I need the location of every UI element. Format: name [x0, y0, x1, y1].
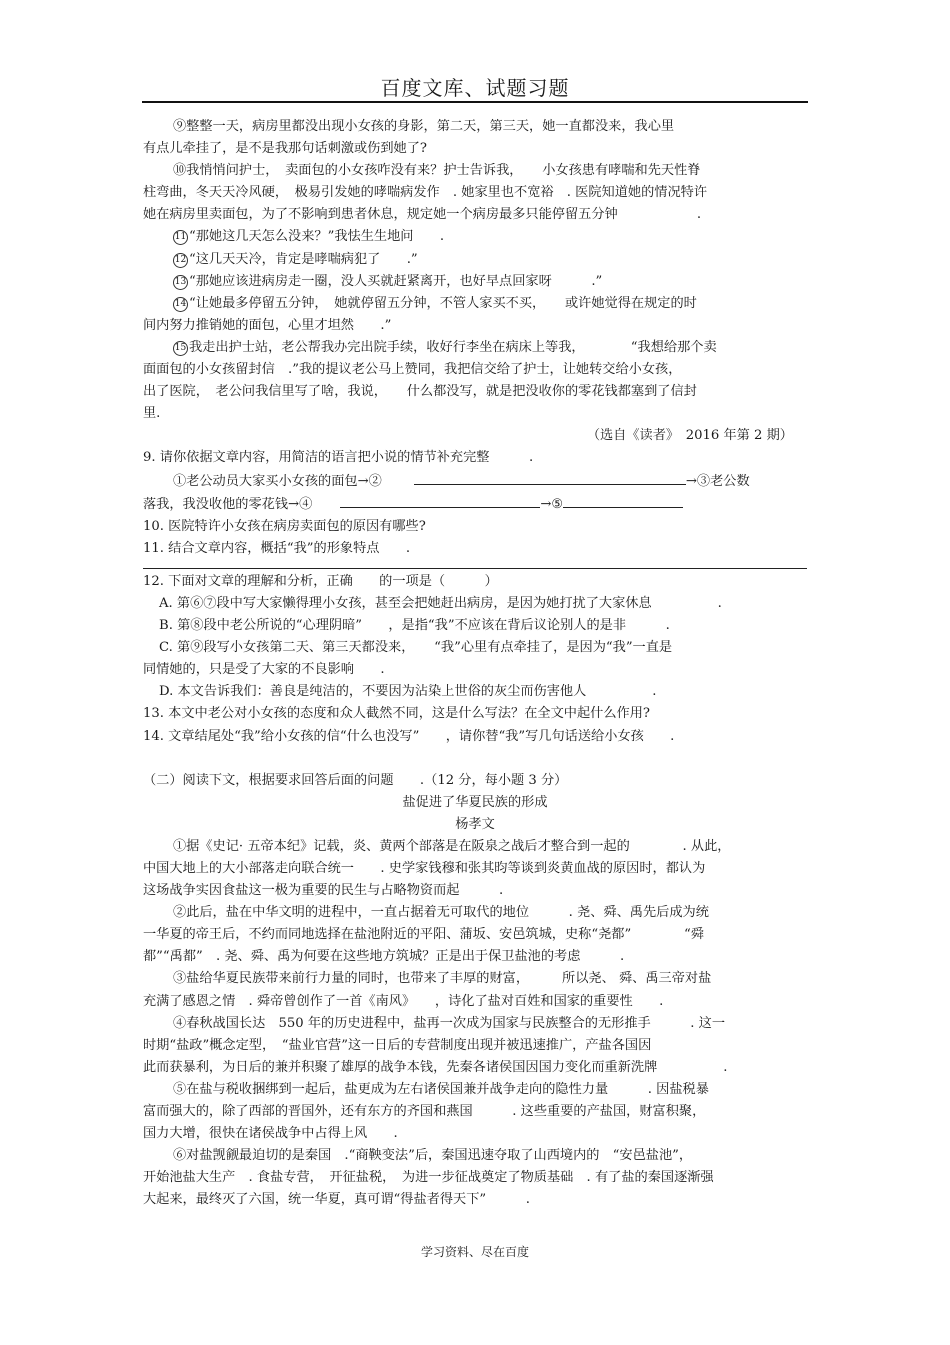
paragraph-number-11: 11 — [173, 230, 188, 245]
story-paragraph-10-line-2: 柱弯曲，冬天天冷风硬， 极易引发她的哮喘病发作 . 她家里也不宽裕 . 医院知道她的情况特许 — [143, 185, 708, 201]
story-paragraph-12: 12 “这几天天冷，肯定是哮喘病犯了 .” — [174, 251, 418, 267]
article-title: 盐促进了华夏民族的形成 — [402, 794, 548, 810]
story-paragraph-15-line-4: 里. — [143, 406, 161, 422]
story-paragraph-14-line-1: 14 “让她最多停留五分钟， 她就停留五分钟，不管人家买不买， 或许她觉得在规定的时 — [174, 295, 697, 311]
option-a: A. 第⑥⑦段中写大家懒得理小女孩，甚至会把她赶出病房，是因为她打扰了大家休息 . — [159, 595, 722, 611]
question-14: 14. 文章结尾处“我”给小女孩的信“什么也没写” ，请你替“我”写几句话送给小女孩 . — [143, 728, 675, 744]
story-paragraph-9-line-2: 有点儿牵挂了，是不是我那句话刺激或伤到她了? — [143, 141, 428, 157]
article-paragraph-4-line-3: 此而获暴利，为日后的兼并积聚了雄厚的战争本钱，先秦各诸侯国因国力变化而重新洗牌 . — [143, 1059, 728, 1075]
story-paragraph-13: 13 “那她应该进病房走一圈，没人买就赶紧离开，也好早点回家呀 .” — [174, 273, 603, 289]
article-paragraph-1-line-1: ①据《史记· 五帝本纪》记载，炎、黄两个部落是在阪泉之战后才整合到一起的 . 从此， — [173, 838, 731, 854]
paragraph-number-13: 13 — [173, 275, 188, 290]
story-paragraph-10-line-1: ⑩我悄悄问护士， 卖面包的小女孩咋没有来？护士告诉我， 小女孩患有哮喘和先天性脊 — [173, 163, 701, 179]
article-paragraph-5-line-1: ⑤在盐与税收捆绑到一起后，盐更成为左右诸侯国兼并战争走向的隐性力量 . 因盐税暴 — [173, 1081, 709, 1097]
article-paragraph-6-line-2: 开始池盐大生产 . 食盐专营， 开征盐税， 为进一步征战奠定了物质基础 . 有了盐的秦国逐渐强 — [143, 1170, 714, 1186]
question-10: 10. 医院特许小女孩在病房卖面包的原因有哪些? — [143, 518, 426, 534]
question-11: 11. 结合文章内容，概括“我”的形象特点 . — [143, 540, 411, 556]
paragraph-number-12: 12 — [173, 253, 188, 268]
article-paragraph-5-line-2: 富而强大的，除了西部的晋国外，还有东方的齐国和燕国 . 这些重要的产盐国，财富积聚， — [143, 1104, 706, 1120]
story-paragraph-15-line-1: 15 我走出护士站，老公帮我办完出院手续，收好行李坐在病床上等我， “我想给那个卖 — [174, 339, 717, 355]
question-13: 13. 本文中老公对小女孩的态度和众人截然不同，这是什么写法？在全文中起什么作用? — [143, 706, 650, 722]
article-paragraph-3-line-1: ③盐给华夏民族带来前行力量的同时，也带来了丰厚的财富， 所以尧、 舜、禹三帝对盐 — [173, 971, 712, 987]
page-header-title: 百度文库、试题习题 — [380, 76, 570, 100]
article-paragraph-6-line-1: ⑥对盐觊觎最迫切的是秦国 .“商鞅变法”后，秦国迅速夺取了山西境内的 “安邑盐池”， — [173, 1148, 693, 1164]
article-author: 杨孝文 — [455, 816, 495, 832]
article-paragraph-2-line-1: ②此后，盐在中华文明的进程中，一直占据着无可取代的地位 . 尧、舜、禹先后成为统 — [173, 905, 709, 921]
document-body — [143, 116, 807, 1212]
answer-line-11[interactable] — [143, 568, 807, 569]
question-9: 9. 请你依据文章内容，用简洁的语言把小说的情节补充完整 . — [143, 450, 534, 466]
header-rule — [142, 101, 808, 103]
option-c-line-2: 同情她的，只是受了大家的不良影响 . — [143, 662, 385, 678]
question-9-line-b: 落我，我没收他的零花钱→④ →⑤ — [143, 493, 807, 516]
section-2-intro: （二）阅读下文，根据要求回答后面的问题 .（12 分，每小题 3 分） — [143, 772, 568, 788]
article-paragraph-4-line-1: ④春秋战国长达 550 年的历史进程中，盐再一次成为国家与民族整合的无形推手 . 这一 — [173, 1015, 726, 1031]
article-paragraph-6-line-3: 大起来，最终灭了六国，统一华夏，真可谓“得盐者得天下” . — [143, 1192, 530, 1208]
story-paragraph-15-line-3: 出了医院， 老公问我信里写了啥，我说， 什么都没写，就是把没收你的零花钱都塞到了信封 — [143, 384, 697, 400]
story-paragraph-14-line-2: 间内努力推销她的面包，心里才坦然 .” — [143, 317, 392, 333]
article-paragraph-1-line-2: 中国大地上的大小部落走向联合统一 . 史学家钱穆和张其昀等谈到炎黄血战的原因时，都认为 — [143, 861, 706, 876]
article-paragraph-4-line-2: 时期“盐政”概念定型， “盐业官营”这一日后的专营制度出现并被迅速推广，产盐各国因 — [143, 1037, 652, 1053]
article-paragraph-2-line-2: 一华夏的帝王后，不约而同地选择在盐池附近的平阳、蒲坂、安邑筑城，史称“尧都” “舜 — [143, 927, 704, 943]
story-paragraph-15-line-2: 面面包的小女孩留封信 .”我的提议老公马上赞同，我把信交给了护士，让她转交给小女孩， — [143, 362, 682, 378]
answer-blank-4[interactable] — [340, 493, 540, 508]
answer-blank-2[interactable] — [414, 470, 686, 485]
story-paragraph-9-line-1: ⑨整整一天，病房里都没出现小女孩的身影，第二天，第三天，她一直都没来，我心里 — [173, 119, 675, 134]
article-paragraph-3-line-2: 充满了感恩之情 . 舜帝曾创作了一首《南风》 ，诗化了盐对百姓和国家的重要性 . — [143, 993, 664, 1009]
option-b: B. 第⑧段中老公所说的“心理阴暗” ，是指“我”不应该在背后议论别人的是非 . — [159, 618, 670, 634]
option-d: D. 本文告诉我们：善良是纯洁的，不要因为沾染上世俗的灰尘而伤害他人 . — [159, 684, 657, 700]
story-source: （选自《读者》 2016 年第 2 期） — [586, 428, 793, 444]
article-paragraph-1-line-3: 这场战争实因食盐这一极为重要的民生与占略物资而起 . — [143, 883, 504, 899]
article-paragraph-5-line-3: 国力大增，很快在诸侯战争中占得上风 . — [143, 1126, 398, 1142]
paragraph-number-15: 15 — [173, 341, 188, 356]
paragraph-number-14: 14 — [173, 297, 188, 312]
story-paragraph-10-line-3: 她在病房里卖面包，为了不影响到患者休息，规定她一个病房最多只能停留五分钟 . — [143, 207, 702, 223]
spacer — [143, 748, 807, 770]
answer-blank-5[interactable] — [563, 493, 683, 508]
option-c-line-1: C. 第⑨段写小女孩第二天、第三天都没来， “我”心里有点牵挂了，是因为“我”一直是 — [159, 640, 673, 656]
story-paragraph-11: 11 “那她这几天怎么没来？”我怯生生地问 . — [174, 229, 445, 245]
page-footer: 学习资料、尽在百度 — [420, 1245, 529, 1259]
question-12: 12. 下面对文章的理解和分析，正确 的一项是（ ） — [143, 573, 498, 589]
question-9-line-a: ①老公动员大家买小女孩的面包→② →③老公数 — [143, 470, 807, 493]
article-paragraph-2-line-3: 都”“禹都” . 尧、舜、禹为何要在这些地方筑城？正是出于保卫盐池的考虑 . — [143, 949, 625, 965]
